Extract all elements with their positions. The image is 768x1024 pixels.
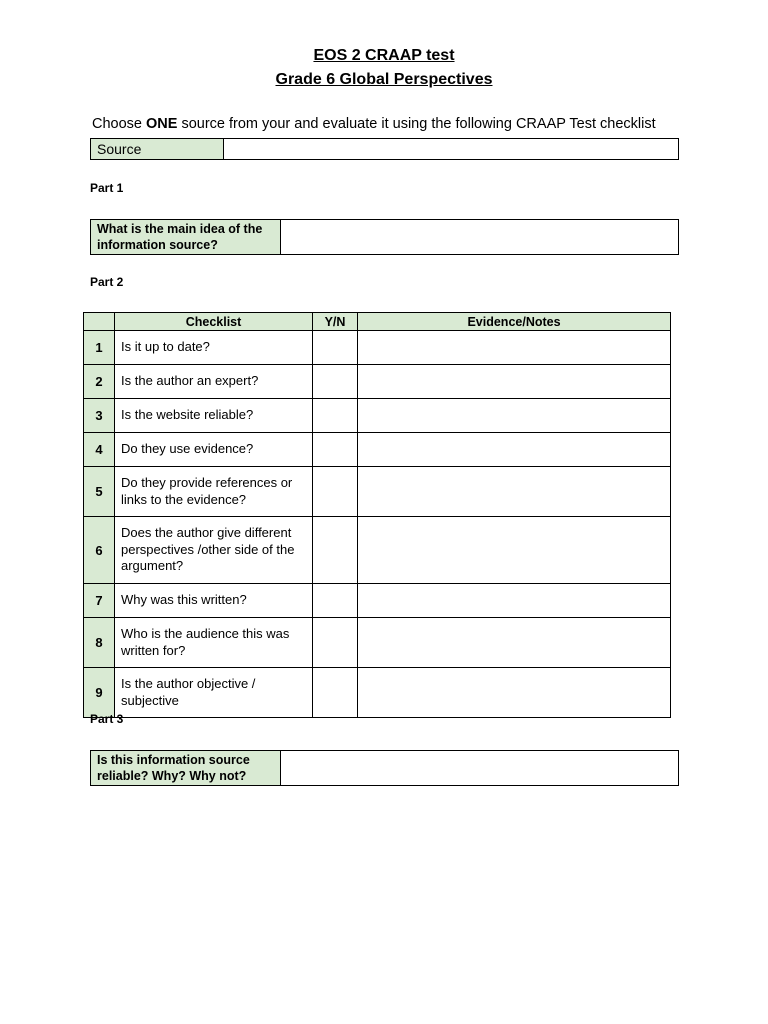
evidence-cell[interactable] [358, 399, 671, 433]
col-header-evidence: Evidence/Notes [358, 313, 671, 331]
col-header-checklist: Checklist [115, 313, 313, 331]
reliability-table [90, 750, 679, 786]
row-question: Is the author objective / subjective [115, 668, 313, 718]
reliability-answer-cell[interactable] [281, 751, 679, 786]
evidence-cell[interactable] [358, 584, 671, 618]
table-row [84, 433, 671, 467]
evidence-cell[interactable] [358, 433, 671, 467]
evidence-cell[interactable] [358, 467, 671, 517]
yn-cell[interactable] [313, 618, 358, 668]
table-row [84, 365, 671, 399]
part2-heading: Part 2 [90, 275, 124, 289]
part3-heading: Part 3 [90, 712, 124, 726]
checklist-table [83, 312, 671, 718]
table-row [84, 584, 671, 618]
row-number: 2 [84, 365, 115, 399]
instruction-text: Choose ONE source from your and evaluate it using the following CRAAP Test checklist [92, 116, 656, 132]
evidence-cell[interactable] [358, 668, 671, 718]
row-question: Does the author give different perspectives /other side of the argument? [115, 517, 313, 584]
table-row [84, 331, 671, 365]
col-header-number [84, 313, 115, 331]
table-row [84, 618, 671, 668]
row-question: Why was this written? [115, 584, 313, 618]
source-input-cell[interactable] [224, 139, 679, 160]
yn-cell[interactable] [313, 517, 358, 584]
row-number: 1 [84, 331, 115, 365]
col-header-yn: Y/N [313, 313, 358, 331]
source-label: Source [91, 139, 224, 160]
document-subtitle: Grade 6 Global Perspectives [275, 71, 493, 88]
evidence-cell[interactable] [358, 618, 671, 668]
row-number: 6 [84, 517, 115, 584]
row-number: 8 [84, 618, 115, 668]
row-number: 4 [84, 433, 115, 467]
yn-cell[interactable] [313, 331, 358, 365]
yn-cell[interactable] [313, 399, 358, 433]
row-number: 9 [84, 668, 115, 718]
row-question: Is it up to date? [115, 331, 313, 365]
yn-cell[interactable] [313, 668, 358, 718]
main-idea-question: What is the main idea of the information source? [91, 220, 281, 255]
yn-cell[interactable] [313, 433, 358, 467]
yn-cell[interactable] [313, 467, 358, 517]
table-row [84, 467, 671, 517]
row-number: 5 [84, 467, 115, 517]
row-question: Is the website reliable? [115, 399, 313, 433]
main-idea-answer-cell[interactable] [281, 220, 679, 255]
reliability-question: Is this information source reliable? Why? Why not? [91, 751, 281, 786]
source-table [90, 138, 679, 160]
part1-heading: Part 1 [90, 181, 124, 195]
evidence-cell[interactable] [358, 365, 671, 399]
table-row [84, 668, 671, 718]
row-question: Do they use evidence? [115, 433, 313, 467]
row-question: Do they provide references or links to the evidence? [115, 467, 313, 517]
row-question: Is the author an expert? [115, 365, 313, 399]
row-question: Who is the audience this was written for? [115, 618, 313, 668]
document-title: EOS 2 CRAAP test [313, 47, 455, 64]
table-row [84, 517, 671, 584]
evidence-cell[interactable] [358, 331, 671, 365]
row-number: 3 [84, 399, 115, 433]
row-number: 7 [84, 584, 115, 618]
yn-cell[interactable] [313, 584, 358, 618]
evidence-cell[interactable] [358, 517, 671, 584]
yn-cell[interactable] [313, 365, 358, 399]
main-idea-table [90, 219, 679, 255]
checklist-header-row [84, 313, 671, 331]
table-row [84, 399, 671, 433]
